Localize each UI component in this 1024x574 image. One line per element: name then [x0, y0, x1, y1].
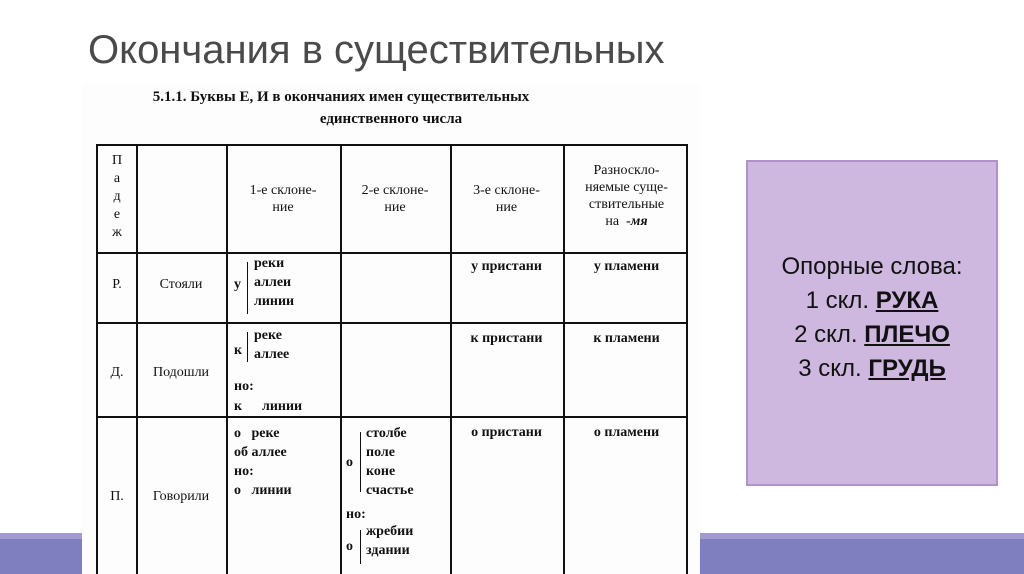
reference-line-2: 2 скл. ПЛЕЧО	[794, 321, 950, 348]
row-prepositional-verb: Говорили	[152, 489, 210, 504]
row-genitive-prep: у	[234, 277, 241, 292]
reference-line-1: 1 скл. РУКА	[805, 287, 939, 314]
row-dative-word-extra: линии	[262, 399, 303, 414]
row-genitive-col3: у пристани	[471, 259, 542, 274]
row-genitive-case: Р.	[112, 277, 122, 292]
row-prepositional-words-col1: о реке об аллее но: о линии	[234, 426, 292, 498]
scanned-table-image	[82, 84, 700, 574]
table-caption: 5.1.1. Буквы Е, И в окончаниях имен существительных	[152, 89, 530, 105]
row-dative-col4: к пламени	[593, 331, 660, 346]
row-genitive-col4: у пламени	[593, 259, 660, 274]
row-dative-col3: к пристани	[470, 331, 543, 346]
row-prepositional-case: П.	[110, 489, 124, 504]
row-prepositional-words-col2b: жребии здании	[366, 524, 414, 558]
row-prepositional-words-col2: столбе поле коне счастье	[366, 426, 414, 498]
row-dative-note: но:	[234, 379, 254, 394]
row-dative-case: Д.	[110, 365, 124, 380]
header-col4: Разноскло- няемые суще- ствительные на -мя	[585, 163, 668, 229]
reference-words-box	[746, 160, 998, 486]
row-dative-prep: к	[234, 343, 243, 358]
reference-line-3: 3 скл. ГРУДЬ	[798, 355, 946, 382]
header-col1: 1-е склоне- ние	[249, 183, 317, 215]
reference-title: Опорные слова:	[781, 253, 963, 280]
row-prepositional-col4: о пламени	[593, 425, 660, 440]
row-prepositional-col3: о пристани	[471, 425, 542, 440]
row-dative-words: реке аллее	[254, 328, 290, 362]
header-col2: 2-е склоне- ние	[361, 183, 429, 215]
table-caption-2: единственного числа	[319, 111, 463, 127]
row-dative-prep-extra: к	[234, 399, 243, 414]
header-col3: 3-е склоне- ние	[473, 183, 540, 215]
header-case-label: П а д е ж	[111, 153, 123, 240]
decor-bar-left	[0, 533, 82, 574]
row-dative-verb: Подошли	[152, 365, 210, 380]
decor-bar-right	[700, 533, 1024, 574]
declension-table	[96, 144, 688, 574]
row-genitive-words: реки аллеи линии	[254, 256, 295, 309]
row-prepositional-prep-col2: о	[346, 455, 353, 470]
row-genitive-verb: Стояли	[159, 277, 203, 292]
slide-title: Окончания в существительных	[88, 28, 665, 72]
row-prepositional-note-col2: но:	[346, 507, 366, 522]
row-prepositional-prep-col2b: о	[346, 539, 353, 554]
